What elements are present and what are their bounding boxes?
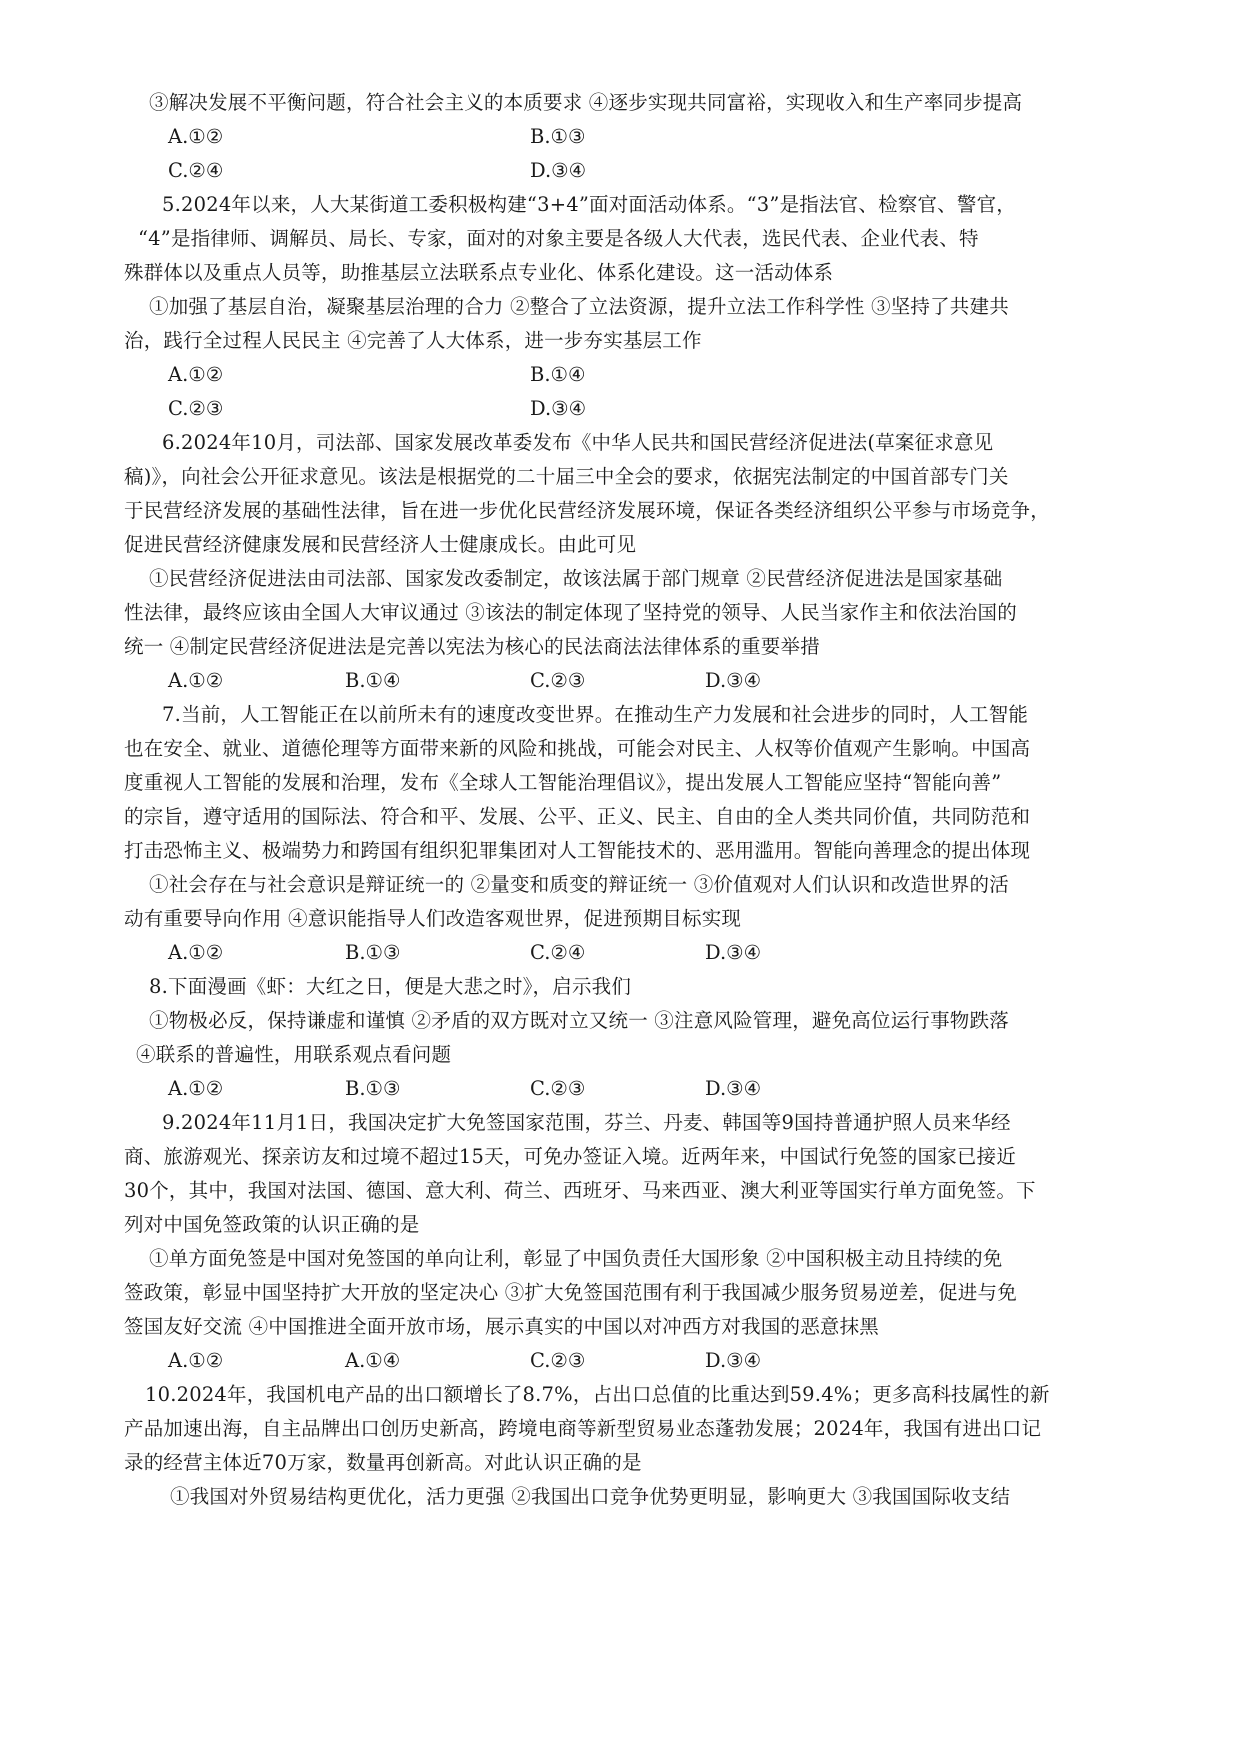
text-line: 性法律，最终应该由全国人大审议通过 ③该法的制定体现了坚持党的领导、人民当家作主和依法治国的 bbox=[124, 601, 1017, 624]
question-9-line: 9.2024年11月1日，我国决定扩大免签国家范围，芬兰、丹麦、韩国等9国持普通护照人员来华经 bbox=[162, 1111, 1011, 1134]
text-line: 签政策，彰显中国坚持扩大开放的坚定决心 ③扩大免签国范围有利于我国减少服务贸易逆差，促进与免 bbox=[124, 1281, 1017, 1304]
text-line: 也在安全、就业、道德伦理等方面带来新的风险和挑战，可能会对民主、人权等价值观产生影响。中国高 bbox=[124, 737, 1031, 760]
option-b: A.①④ bbox=[345, 1349, 401, 1372]
text-line: 列对中国免签政策的认识正确的是 bbox=[124, 1213, 420, 1236]
text-line: 30个，其中，我国对法国、德国、意大利、荷兰、西班牙、马来西亚、澳大利亚等国实行单方面免签。下 bbox=[124, 1179, 1036, 1202]
text-line: 打击恐怖主义、极端势力和跨国有组织犯罪集团对人工智能技术的、恶用滥用。智能向善理念的提出体现 bbox=[124, 839, 1031, 862]
option-d: D.③④ bbox=[530, 159, 587, 182]
text-line: 于民营经济发展的基础性法律，旨在进一步优化民营经济发展环境，保证各类经济组织公平参与市场竞争， bbox=[124, 499, 1050, 522]
question-5-line: 5.2024年以来，人大某街道工委积极构建“3+4”面对面活动体系。“3”是指法官、检察官、警官， bbox=[162, 193, 1016, 216]
text-line: ④联系的普遍性，用联系观点看问题 bbox=[136, 1043, 452, 1066]
text-line: ①社会存在与社会意识是辩证统一的 ②量变和质变的辩证统一 ③价值观对人们认识和改造世界的活 bbox=[149, 873, 1009, 896]
text-line: 促进民营经济健康发展和民营经济人士健康成长。由此可见 bbox=[124, 533, 637, 556]
option-c: C.②③ bbox=[530, 1349, 586, 1372]
option-c: C.②④ bbox=[168, 159, 224, 182]
option-b: B.①③ bbox=[345, 941, 401, 964]
text-line: 度重视人工智能的发展和治理，发布《全球人工智能治理倡议》，提出发展人工智能应坚持“智能向善” bbox=[124, 771, 1002, 794]
option-b: B.①④ bbox=[345, 669, 401, 692]
text-line: 动有重要导向作用 ④意识能指导人们改造客观世界，促进预期目标实现 bbox=[124, 907, 742, 930]
option-a: A.①② bbox=[168, 941, 224, 964]
question-6-line: 6.2024年10月，司法部、国家发展改革委发布《中华人民共和国民营经济促进法(草案征求意见 bbox=[162, 431, 994, 454]
text-line: 统一 ④制定民营经济促进法是完善以宪法为核心的民法商法法律体系的重要举措 bbox=[124, 635, 820, 658]
question-7-line: 7.当前，人工智能正在以前所未有的速度改变世界。在推动生产力发展和社会进步的同时，人工智能 bbox=[162, 703, 1029, 726]
option-a: A.①② bbox=[168, 363, 224, 386]
text-line: ③解决发展不平衡问题，符合社会主义的本质要求 ④逐步实现共同富裕，实现收入和生产率同步提高 bbox=[149, 91, 1023, 114]
text-line: ①物极必反，保持谦虚和谨慎 ②矛盾的双方既对立又统一 ③注意风险管理，避免高位运行事物跌落 bbox=[149, 1009, 1009, 1032]
option-b: B.①④ bbox=[530, 363, 586, 386]
option-d: D.③④ bbox=[705, 669, 762, 692]
option-d: D.③④ bbox=[705, 941, 762, 964]
text-line: 治，践行全过程人民民主 ④完善了人大体系，进一步夯实基层工作 bbox=[124, 329, 702, 352]
option-a: A.①② bbox=[168, 1077, 224, 1100]
text-line: 签国友好交流 ④中国推进全面开放市场，展示真实的中国以对冲西方对我国的恶意抹黑 bbox=[124, 1315, 879, 1338]
option-d: D.③④ bbox=[705, 1349, 762, 1372]
option-a: A.①② bbox=[168, 125, 224, 148]
text-line: 商、旅游观光、探亲访友和过境不超过15天，可免办签证入境。近两年来，中国试行免签的国家已接近 bbox=[124, 1145, 1017, 1168]
text-line: ①加强了基层自治，凝聚基层治理的合力 ②整合了立法资源，提升立法工作科学性 ③坚持了共建共 bbox=[149, 295, 1009, 318]
text-line: 殊群体以及重点人员等，助推基层立法联系点专业化、体系化建设。这一活动体系 bbox=[124, 261, 834, 284]
option-b: B.①③ bbox=[345, 1077, 401, 1100]
text-line: 稿)》，向社会公开征求意见。该法是根据党的二十届三中全会的要求，依据宪法制定的中国首部专门关 bbox=[124, 465, 1009, 488]
text-line: “4”是指律师、调解员、局长、专家，面对的对象主要是各级人大代表，选民代表、企业代表、特 bbox=[138, 227, 979, 250]
text-line: ①民营经济促进法由司法部、国家发改委制定，故该法属于部门规章 ②民营经济促进法是国家基础 bbox=[149, 567, 1003, 590]
text-line: ①单方面免签是中国对免签国的单向让利，彰显了中国负责任大国形象 ②中国积极主动且持续的免 bbox=[149, 1247, 1003, 1270]
text-line: ①我国对外贸易结构更优化，活力更强 ②我国出口竞争优势更明显，影响更大 ③我国国际收支结 bbox=[170, 1485, 1011, 1508]
option-b: B.①③ bbox=[530, 125, 586, 148]
option-c: C.②③ bbox=[530, 1077, 586, 1100]
question-8-line: 8.下面漫画《虾：大红之日，便是大悲之时》，启示我们 bbox=[149, 975, 632, 998]
text-line: 产品加速出海，自主品牌出口创历史新高，跨境电商等新型贸易业态蓬勃发展；2024年，我国有进出口记 bbox=[124, 1417, 1042, 1440]
option-c: C.②③ bbox=[530, 669, 586, 692]
text-line: 的宗旨，遵守适用的国际法、符合和平、发展、公平、正义、民主、自由的全人类共同价值，共同防范和 bbox=[124, 805, 1031, 828]
option-d: D.③④ bbox=[530, 397, 587, 420]
option-c: C.②④ bbox=[530, 941, 586, 964]
option-a: A.①② bbox=[168, 1349, 224, 1372]
option-c: C.②③ bbox=[168, 397, 224, 420]
text-line: 录的经营主体近70万家，数量再创新高。对此认识正确的是 bbox=[124, 1451, 642, 1474]
option-a: A.①② bbox=[168, 669, 224, 692]
option-d: D.③④ bbox=[705, 1077, 762, 1100]
question-10-line: 10.2024年，我国机电产品的出口额增长了8.7%，占出口总值的比重达到59.4%；更多高科技属性的新 bbox=[145, 1383, 1050, 1406]
